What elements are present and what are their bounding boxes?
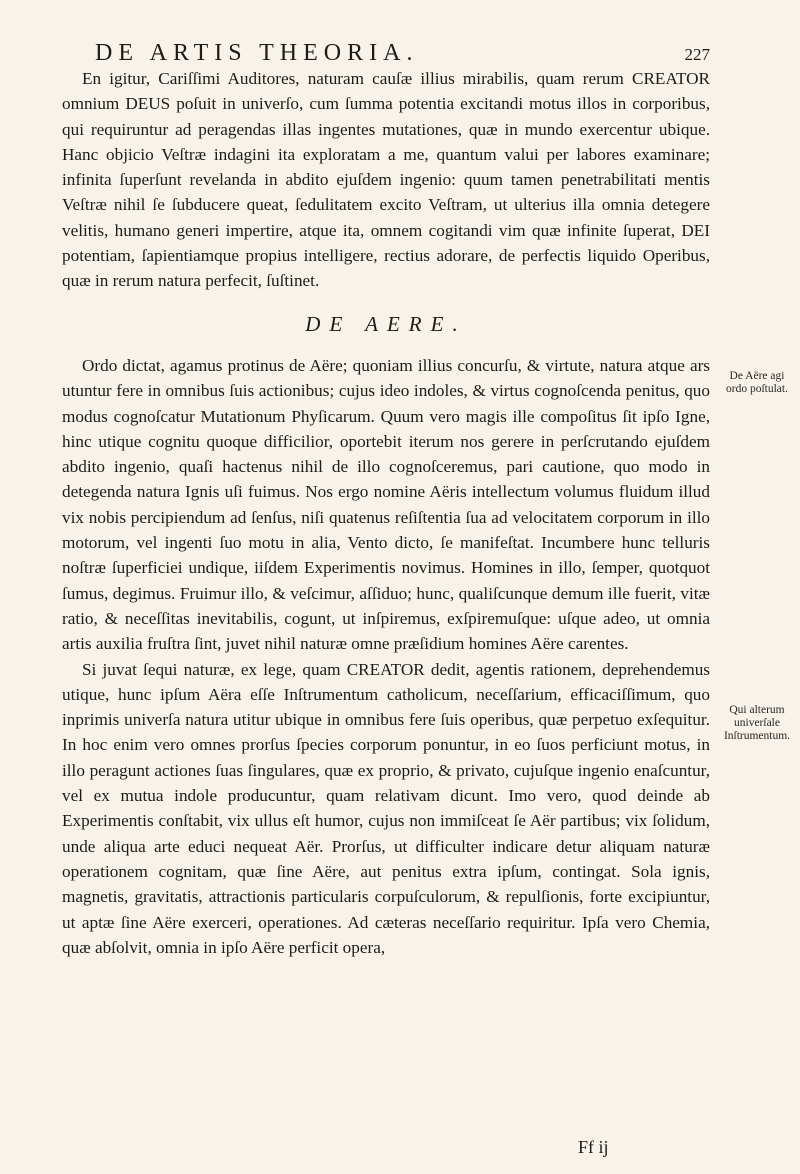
section-heading: DE AERE. bbox=[305, 311, 467, 336]
page-number: 227 bbox=[684, 45, 710, 64]
running-title: DE ARTIS THEORIA. bbox=[95, 40, 419, 66]
paragraph-de-aere: Ordo dictat, agamus protinus de Aëre; quoniam illius concurſu, & virtute, natura atque ars utuntur fere in omnibus ſuis actionibus; cujus ideo indoles, & virtus cognoſcenda penitus, quo modus cognoſcatur Mutationum Phyſicarum. Quum vero magis ille compoſitus ſit ipſo Igne, hinc utique cognitu quoque difficilior, oportebit iterum nos gerere in perſcrutando ejuſdem abdito ingenio, quaſi hactenus nihil de illo cognoſceremus, pari cautione, quo modo in detegenda natura Ignis uſi fuimus. Nos ergo nomine Aëris intellectum volumus fluidum illud vix nobis percipiendum ad ſenſus, niſi quatenus reſiſtentia ſua ad velocitatem corporum in illo motorum, vel ingenti ſuo motu in alia, Vento dicto, ſe manifeſtat. Incumbere hunc telluris noſtræ ſuperficiei undique, iiſdem Experimentis novimus. Homines in illo, ſemper, quotquot ſumus, degimus. Fruimur illo, & veſcimur, aſſiduo; hunc, qualiſcunque demum ille fuerit, vitæ ratio, & neceſſitas inevitabilis, cogunt, ut inſpiremus, exſpiremuſque: uſque adeo, ut omnia artis auxilia fruſtra ſint, juvet nihil naturæ omne præſidium homines Aëre carentes. bbox=[62, 355, 710, 654]
paragraph-instrumentum: Si juvat ſequi naturæ, ex lege, quam CREATOR dedit, agentis rationem, deprehendemus utique, hunc ipſum Aëra eſſe Inſtrumentum catholicum, neceſſarium, efficaciſſimum, quo inprimis univerſa natura utitur ubique in omnibus fere ſuis operibus, quæ perpetuo exſequitur. In hoc enim vero omnes prorſus ſpecies corporum ponuntur, in eo ſuos perficiunt motus, in illo peragunt actiones ſuas ſingulares, quæ ex proprio, & privato, cujuſque ingenio enaſcuntur, vel ex mutua indole producuntur, quam relativam dicunt. Imo vero, quod deinde ab Experimentis conſtabit, vix ullus eſt humor, cujus non immiſceat ſe Aër partibus; vix ſolidum, unde aliqua arte educi nequeat Aër. Prorſus, ut difficulter indicare detur aliquam naturæ operationem cognitam, quæ ſine Aëre, aut penitus extra ipſum, contingat. Sola ignis, magnetis, gravitatis, attractionis particularis corpuſculorum, & repulſionis, forte excipiuntur, ut aptæ ſine Aëre exerceri, operationes. Ad cæteras neceſſario requiritur. Ipſa vero Chemia, quæ abſolvit, omnia in ipſo Aëre perficit opera, bbox=[62, 659, 710, 957]
paragraph-introduction: En igitur, Cariſſimi Auditores, naturam cauſæ illius mirabilis, quam rerum CREATOR omnium DEUS poſuit in univerſo, cum ſumma potentia excitandi motus illos in corporibus, qui requiruntur ad peragendas illas ingentes mutationes, quæ in mundo exercentur ubique. Hanc objicio Veſtræ indagini ita exploratam a me, quantum valui per labores examinare; infinita ſuperſunt revelanda in abdito ejuſdem ingenio: quum tamen penetrabilitati mentis Veſtræ nihil ſe ſubducere queat, ſedulitatem excito Veſtram, ut ulterius illa omnia detegere velitis, humano generi impertire, atque ita, omnem cogitandi vim quæ infinite ſuperat, DEI potentiam, ſapientiamque propius intelligere, rectius adorare, de perfectis liquido Operibus, quæ in rerum natura perfecit, ſuſtinet. bbox=[62, 69, 710, 291]
main-text bbox=[62, 66, 710, 960]
running-head bbox=[95, 40, 710, 67]
margin-note-instrumentum: Qui alterum univerſale Inſtrumentum. bbox=[723, 704, 791, 742]
signature-mark: Ff ij bbox=[578, 1137, 609, 1157]
margin-note-ordo: De Aëre agi ordo poſtulat. bbox=[726, 370, 788, 395]
